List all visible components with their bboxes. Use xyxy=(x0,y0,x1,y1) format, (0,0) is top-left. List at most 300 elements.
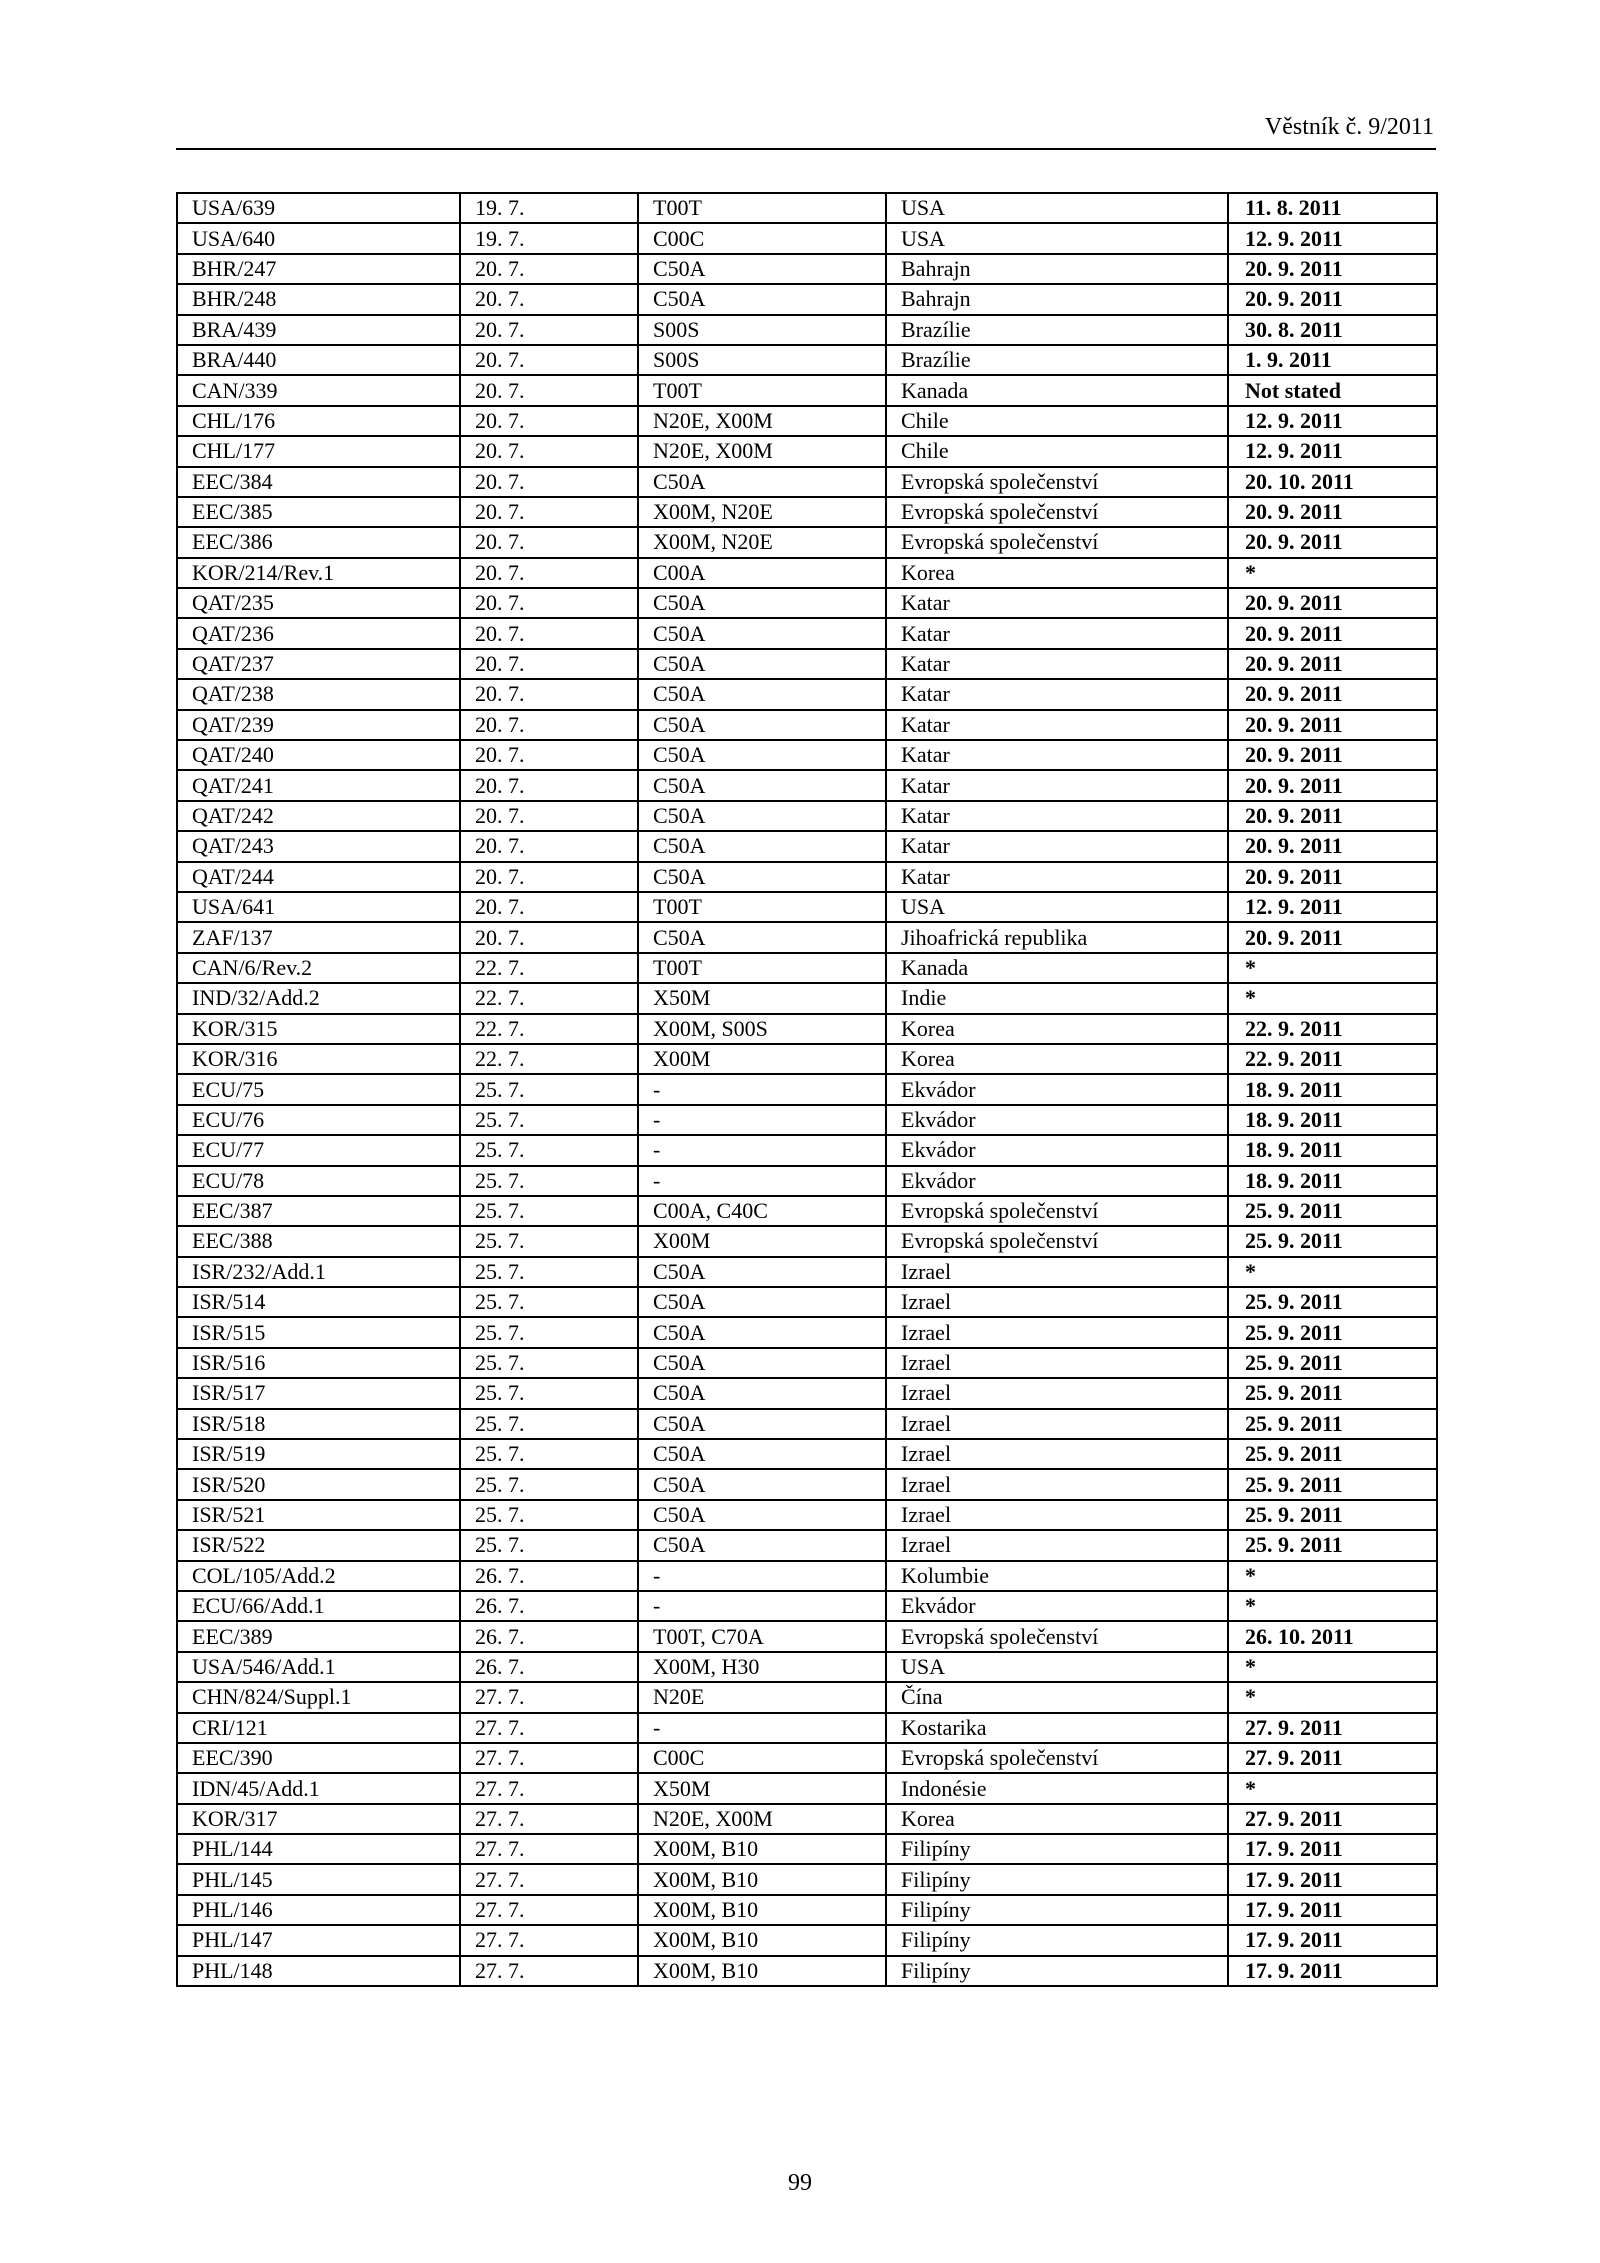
comment-deadline-cell: 25. 9. 2011 xyxy=(1228,1317,1437,1347)
comment-deadline-cell: * xyxy=(1228,1652,1437,1682)
comment-deadline-cell: 20. 9. 2011 xyxy=(1228,618,1437,648)
table-row xyxy=(177,1469,1437,1499)
document-symbol-cell: PHL/144 xyxy=(177,1834,460,1864)
document-symbol-cell: QAT/240 xyxy=(177,740,460,770)
ics-code-cell: C50A xyxy=(638,710,886,740)
table-row xyxy=(177,649,1437,679)
ics-code-cell: X00M xyxy=(638,1226,886,1256)
document-symbol-cell: IDN/45/Add.1 xyxy=(177,1773,460,1803)
comment-deadline-cell: 25. 9. 2011 xyxy=(1228,1196,1437,1226)
notification-date-cell: 27. 7. xyxy=(460,1834,638,1864)
table-row xyxy=(177,983,1437,1013)
comment-deadline-cell: 20. 9. 2011 xyxy=(1228,284,1437,314)
ics-code-cell: C50A xyxy=(638,1409,886,1439)
document-symbol-cell: ISR/515 xyxy=(177,1317,460,1347)
table-row xyxy=(177,284,1437,314)
notification-date-cell: 20. 7. xyxy=(460,497,638,527)
document-symbol-cell: KOR/315 xyxy=(177,1014,460,1044)
document-symbol-cell: BHR/248 xyxy=(177,284,460,314)
comment-deadline-cell: Not stated xyxy=(1228,375,1437,405)
comment-deadline-cell: * xyxy=(1228,1257,1437,1287)
table-row xyxy=(177,527,1437,557)
comment-deadline-cell: 17. 9. 2011 xyxy=(1228,1956,1437,1986)
table-row xyxy=(177,467,1437,497)
document-symbol-cell: CAN/6/Rev.2 xyxy=(177,953,460,983)
ics-code-cell: C50A xyxy=(638,801,886,831)
document-symbol-cell: CHL/177 xyxy=(177,436,460,466)
notification-date-cell: 25. 7. xyxy=(460,1348,638,1378)
member-country-cell: Chile xyxy=(886,406,1228,436)
ics-code-cell: C50A xyxy=(638,284,886,314)
member-country-cell: Kostarika xyxy=(886,1713,1228,1743)
document-symbol-cell: PHL/146 xyxy=(177,1895,460,1925)
notification-date-cell: 20. 7. xyxy=(460,345,638,375)
member-country-cell: Korea xyxy=(886,1044,1228,1074)
document-symbol-cell: ECU/66/Add.1 xyxy=(177,1591,460,1621)
comment-deadline-cell: 25. 9. 2011 xyxy=(1228,1348,1437,1378)
document-symbol-cell: CHL/176 xyxy=(177,406,460,436)
notification-date-cell: 25. 7. xyxy=(460,1135,638,1165)
member-country-cell: Kolumbie xyxy=(886,1561,1228,1591)
comment-deadline-cell: 20. 9. 2011 xyxy=(1228,710,1437,740)
comment-deadline-cell: 25. 9. 2011 xyxy=(1228,1530,1437,1560)
document-symbol-cell: ECU/78 xyxy=(177,1166,460,1196)
ics-code-cell: C50A xyxy=(638,1287,886,1317)
notification-date-cell: 26. 7. xyxy=(460,1591,638,1621)
table-row xyxy=(177,862,1437,892)
table-row xyxy=(177,710,1437,740)
notification-date-cell: 25. 7. xyxy=(460,1257,638,1287)
comment-deadline-cell: 20. 9. 2011 xyxy=(1228,770,1437,800)
page-number: 99 xyxy=(788,2170,812,2196)
table-row xyxy=(177,1895,1437,1925)
notification-date-cell: 25. 7. xyxy=(460,1530,638,1560)
member-country-cell: Katar xyxy=(886,679,1228,709)
comment-deadline-cell: 11. 8. 2011 xyxy=(1228,193,1437,223)
comment-deadline-cell: 22. 9. 2011 xyxy=(1228,1014,1437,1044)
comment-deadline-cell: 30. 8. 2011 xyxy=(1228,315,1437,345)
ics-code-cell: X00M, N20E xyxy=(638,497,886,527)
document-symbol-cell: QAT/236 xyxy=(177,618,460,648)
ics-code-cell: X00M, B10 xyxy=(638,1864,886,1894)
member-country-cell: Izrael xyxy=(886,1409,1228,1439)
table-body xyxy=(177,193,1437,1986)
table-row xyxy=(177,1925,1437,1955)
member-country-cell: Filipíny xyxy=(886,1864,1228,1894)
ics-code-cell: T00T, C70A xyxy=(638,1621,886,1651)
member-country-cell: Katar xyxy=(886,710,1228,740)
comment-deadline-cell: 27. 9. 2011 xyxy=(1228,1804,1437,1834)
table-row xyxy=(177,315,1437,345)
document-symbol-cell: QAT/244 xyxy=(177,862,460,892)
ics-code-cell: C50A xyxy=(638,1317,886,1347)
document-symbol-cell: ISR/232/Add.1 xyxy=(177,1257,460,1287)
notification-date-cell: 20. 7. xyxy=(460,406,638,436)
table-row xyxy=(177,892,1437,922)
member-country-cell: Korea xyxy=(886,558,1228,588)
document-symbol-cell: ISR/517 xyxy=(177,1378,460,1408)
document-symbol-cell: IND/32/Add.2 xyxy=(177,983,460,1013)
comment-deadline-cell: 27. 9. 2011 xyxy=(1228,1713,1437,1743)
document-symbol-cell: KOR/214/Rev.1 xyxy=(177,558,460,588)
ics-code-cell: - xyxy=(638,1561,886,1591)
notification-date-cell: 20. 7. xyxy=(460,710,638,740)
notification-date-cell: 20. 7. xyxy=(460,649,638,679)
ics-code-cell: X00M, S00S xyxy=(638,1014,886,1044)
member-country-cell: Filipíny xyxy=(886,1834,1228,1864)
notification-date-cell: 27. 7. xyxy=(460,1895,638,1925)
ics-code-cell: - xyxy=(638,1105,886,1135)
member-country-cell: Izrael xyxy=(886,1287,1228,1317)
table-row xyxy=(177,801,1437,831)
notification-date-cell: 20. 7. xyxy=(460,284,638,314)
notification-date-cell: 25. 7. xyxy=(460,1105,638,1135)
table-row xyxy=(177,1226,1437,1256)
ics-code-cell: S00S xyxy=(638,345,886,375)
member-country-cell: Evropská společenství xyxy=(886,527,1228,557)
comment-deadline-cell: 25. 9. 2011 xyxy=(1228,1287,1437,1317)
document-symbol-cell: QAT/239 xyxy=(177,710,460,740)
notification-date-cell: 25. 7. xyxy=(460,1226,638,1256)
comment-deadline-cell: 17. 9. 2011 xyxy=(1228,1834,1437,1864)
comment-deadline-cell: 18. 9. 2011 xyxy=(1228,1135,1437,1165)
document-symbol-cell: QAT/243 xyxy=(177,831,460,861)
member-country-cell: Ekvádor xyxy=(886,1591,1228,1621)
comment-deadline-cell: 20. 9. 2011 xyxy=(1228,588,1437,618)
table-row xyxy=(177,406,1437,436)
member-country-cell: Evropská společenství xyxy=(886,497,1228,527)
member-country-cell: Katar xyxy=(886,801,1228,831)
ics-code-cell: C00C xyxy=(638,1743,886,1773)
ics-code-cell: X50M xyxy=(638,1773,886,1803)
table-row xyxy=(177,1530,1437,1560)
member-country-cell: Filipíny xyxy=(886,1895,1228,1925)
member-country-cell: Jihoafrická republika xyxy=(886,922,1228,952)
ics-code-cell: X50M xyxy=(638,983,886,1013)
comment-deadline-cell: 20. 9. 2011 xyxy=(1228,254,1437,284)
document-symbol-cell: ISR/521 xyxy=(177,1500,460,1530)
comment-deadline-cell: 12. 9. 2011 xyxy=(1228,223,1437,253)
member-country-cell: Korea xyxy=(886,1014,1228,1044)
notification-date-cell: 25. 7. xyxy=(460,1469,638,1499)
ics-code-cell: - xyxy=(638,1074,886,1104)
ics-code-cell: C50A xyxy=(638,618,886,648)
notification-date-cell: 20. 7. xyxy=(460,254,638,284)
comment-deadline-cell: 20. 9. 2011 xyxy=(1228,527,1437,557)
table-row xyxy=(177,1166,1437,1196)
comment-deadline-cell: 25. 9. 2011 xyxy=(1228,1500,1437,1530)
ics-code-cell: - xyxy=(638,1166,886,1196)
table-row xyxy=(177,193,1437,223)
document-symbol-cell: ISR/519 xyxy=(177,1439,460,1469)
notification-date-cell: 25. 7. xyxy=(460,1500,638,1530)
comment-deadline-cell: * xyxy=(1228,1561,1437,1591)
table-row xyxy=(177,1074,1437,1104)
document-symbol-cell: ISR/522 xyxy=(177,1530,460,1560)
notification-date-cell: 25. 7. xyxy=(460,1196,638,1226)
notification-date-cell: 27. 7. xyxy=(460,1743,638,1773)
ics-code-cell: C50A xyxy=(638,467,886,497)
table-row xyxy=(177,1621,1437,1651)
document-symbol-cell: EEC/390 xyxy=(177,1743,460,1773)
document-symbol-cell: EEC/388 xyxy=(177,1226,460,1256)
comment-deadline-cell: * xyxy=(1228,983,1437,1013)
table-row xyxy=(177,1773,1437,1803)
comment-deadline-cell: 20. 9. 2011 xyxy=(1228,740,1437,770)
comment-deadline-cell: 18. 9. 2011 xyxy=(1228,1105,1437,1135)
comment-deadline-cell: 20. 10. 2011 xyxy=(1228,467,1437,497)
ics-code-cell: C00A, C40C xyxy=(638,1196,886,1226)
ics-code-cell: - xyxy=(638,1591,886,1621)
ics-code-cell: C50A xyxy=(638,649,886,679)
table-row xyxy=(177,1500,1437,1530)
member-country-cell: Korea xyxy=(886,1804,1228,1834)
member-country-cell: Evropská společenství xyxy=(886,1226,1228,1256)
table-row xyxy=(177,1439,1437,1469)
comment-deadline-cell: 25. 9. 2011 xyxy=(1228,1378,1437,1408)
notification-date-cell: 22. 7. xyxy=(460,1044,638,1074)
member-country-cell: Izrael xyxy=(886,1317,1228,1347)
notification-date-cell: 27. 7. xyxy=(460,1713,638,1743)
comment-deadline-cell: 20. 9. 2011 xyxy=(1228,922,1437,952)
table-row xyxy=(177,1287,1437,1317)
page-header xyxy=(176,110,1436,150)
table-row xyxy=(177,1682,1437,1712)
table-row xyxy=(177,254,1437,284)
notification-date-cell: 20. 7. xyxy=(460,558,638,588)
table-row xyxy=(177,618,1437,648)
member-country-cell: USA xyxy=(886,892,1228,922)
member-country-cell: Evropská společenství xyxy=(886,1196,1228,1226)
ics-code-cell: C50A xyxy=(638,1439,886,1469)
document-symbol-cell: EEC/385 xyxy=(177,497,460,527)
comment-deadline-cell: 20. 9. 2011 xyxy=(1228,801,1437,831)
ics-code-cell: X00M, B10 xyxy=(638,1834,886,1864)
document-symbol-cell: EEC/386 xyxy=(177,527,460,557)
ics-code-cell: T00T xyxy=(638,892,886,922)
ics-code-cell: C50A xyxy=(638,922,886,952)
table-row xyxy=(177,1743,1437,1773)
document-symbol-cell: EEC/387 xyxy=(177,1196,460,1226)
ics-code-cell: C50A xyxy=(638,679,886,709)
table-row xyxy=(177,436,1437,466)
table-row xyxy=(177,679,1437,709)
document-symbol-cell: QAT/241 xyxy=(177,770,460,800)
ics-code-cell: X00M, N20E xyxy=(638,527,886,557)
ics-code-cell: T00T xyxy=(638,953,886,983)
member-country-cell: Ekvádor xyxy=(886,1135,1228,1165)
table-row xyxy=(177,1804,1437,1834)
notification-date-cell: 20. 7. xyxy=(460,922,638,952)
document-symbol-cell: QAT/235 xyxy=(177,588,460,618)
notification-date-cell: 20. 7. xyxy=(460,588,638,618)
notification-date-cell: 20. 7. xyxy=(460,740,638,770)
comment-deadline-cell: 17. 9. 2011 xyxy=(1228,1864,1437,1894)
document-symbol-cell: USA/641 xyxy=(177,892,460,922)
document-symbol-cell: ISR/518 xyxy=(177,1409,460,1439)
document-symbol-cell: ZAF/137 xyxy=(177,922,460,952)
comment-deadline-cell: 25. 9. 2011 xyxy=(1228,1469,1437,1499)
notification-date-cell: 27. 7. xyxy=(460,1864,638,1894)
table-row xyxy=(177,1044,1437,1074)
table-row xyxy=(177,223,1437,253)
member-country-cell: Izrael xyxy=(886,1500,1228,1530)
document-symbol-cell: QAT/237 xyxy=(177,649,460,679)
member-country-cell: Čína xyxy=(886,1682,1228,1712)
member-country-cell: Izrael xyxy=(886,1530,1228,1560)
document-symbol-cell: KOR/316 xyxy=(177,1044,460,1074)
comment-deadline-cell: 20. 9. 2011 xyxy=(1228,862,1437,892)
member-country-cell: Izrael xyxy=(886,1378,1228,1408)
notification-date-cell: 26. 7. xyxy=(460,1561,638,1591)
notification-date-cell: 27. 7. xyxy=(460,1925,638,1955)
ics-code-cell: - xyxy=(638,1713,886,1743)
comment-deadline-cell: 17. 9. 2011 xyxy=(1228,1895,1437,1925)
ics-code-cell: X00M, B10 xyxy=(638,1895,886,1925)
comment-deadline-cell: * xyxy=(1228,558,1437,588)
notification-date-cell: 20. 7. xyxy=(460,831,638,861)
comment-deadline-cell: 18. 9. 2011 xyxy=(1228,1166,1437,1196)
ics-code-cell: - xyxy=(638,1135,886,1165)
member-country-cell: Bahrajn xyxy=(886,284,1228,314)
document-symbol-cell: ECU/76 xyxy=(177,1105,460,1135)
notification-date-cell: 27. 7. xyxy=(460,1804,638,1834)
member-country-cell: Brazílie xyxy=(886,345,1228,375)
table-row xyxy=(177,831,1437,861)
table-row xyxy=(177,1014,1437,1044)
member-country-cell: Izrael xyxy=(886,1439,1228,1469)
notification-date-cell: 27. 7. xyxy=(460,1682,638,1712)
table-row xyxy=(177,1378,1437,1408)
ics-code-cell: C00A xyxy=(638,558,886,588)
table-row xyxy=(177,1105,1437,1135)
ics-code-cell: C50A xyxy=(638,770,886,800)
member-country-cell: Katar xyxy=(886,618,1228,648)
document-symbol-cell: BRA/440 xyxy=(177,345,460,375)
comment-deadline-cell: 27. 9. 2011 xyxy=(1228,1743,1437,1773)
document-symbol-cell: ECU/75 xyxy=(177,1074,460,1104)
document-symbol-cell: KOR/317 xyxy=(177,1804,460,1834)
comment-deadline-cell: 12. 9. 2011 xyxy=(1228,436,1437,466)
notification-date-cell: 20. 7. xyxy=(460,892,638,922)
table-row xyxy=(177,1561,1437,1591)
member-country-cell: Ekvádor xyxy=(886,1105,1228,1135)
ics-code-cell: X00M, H30 xyxy=(638,1652,886,1682)
member-country-cell: Izrael xyxy=(886,1257,1228,1287)
member-country-cell: USA xyxy=(886,1652,1228,1682)
table-row xyxy=(177,375,1437,405)
comment-deadline-cell: * xyxy=(1228,1682,1437,1712)
notification-date-cell: 22. 7. xyxy=(460,983,638,1013)
table-row xyxy=(177,558,1437,588)
ics-code-cell: N20E xyxy=(638,1682,886,1712)
member-country-cell: Indonésie xyxy=(886,1773,1228,1803)
notification-date-cell: 20. 7. xyxy=(460,527,638,557)
comment-deadline-cell: 20. 9. 2011 xyxy=(1228,679,1437,709)
table-row xyxy=(177,1196,1437,1226)
notification-date-cell: 25. 7. xyxy=(460,1074,638,1104)
document-symbol-cell: PHL/147 xyxy=(177,1925,460,1955)
notification-date-cell: 25. 7. xyxy=(460,1378,638,1408)
ics-code-cell: C50A xyxy=(638,1257,886,1287)
member-country-cell: Izrael xyxy=(886,1348,1228,1378)
table-row xyxy=(177,345,1437,375)
notification-date-cell: 27. 7. xyxy=(460,1773,638,1803)
member-country-cell: Kanada xyxy=(886,953,1228,983)
table-row xyxy=(177,953,1437,983)
ics-code-cell: T00T xyxy=(638,375,886,405)
member-country-cell: Katar xyxy=(886,588,1228,618)
comment-deadline-cell: 25. 9. 2011 xyxy=(1228,1439,1437,1469)
member-country-cell: USA xyxy=(886,223,1228,253)
document-symbol-cell: USA/639 xyxy=(177,193,460,223)
member-country-cell: Katar xyxy=(886,831,1228,861)
notification-date-cell: 25. 7. xyxy=(460,1287,638,1317)
comment-deadline-cell: 1. 9. 2011 xyxy=(1228,345,1437,375)
ics-code-cell: X00M, B10 xyxy=(638,1925,886,1955)
notification-date-cell: 25. 7. xyxy=(460,1317,638,1347)
notification-date-cell: 25. 7. xyxy=(460,1166,638,1196)
notification-date-cell: 20. 7. xyxy=(460,436,638,466)
notification-date-cell: 20. 7. xyxy=(460,467,638,497)
ics-code-cell: T00T xyxy=(638,193,886,223)
ics-code-cell: X00M xyxy=(638,1044,886,1074)
document-symbol-cell: PHL/145 xyxy=(177,1864,460,1894)
table-row xyxy=(177,1348,1437,1378)
ics-code-cell: C50A xyxy=(638,831,886,861)
notification-date-cell: 19. 7. xyxy=(460,223,638,253)
document-symbol-cell: COL/105/Add.2 xyxy=(177,1561,460,1591)
comment-deadline-cell: 12. 9. 2011 xyxy=(1228,892,1437,922)
table-row xyxy=(177,1652,1437,1682)
notification-date-cell: 19. 7. xyxy=(460,193,638,223)
notification-date-cell: 26. 7. xyxy=(460,1621,638,1651)
document-symbol-cell: ISR/520 xyxy=(177,1469,460,1499)
document-symbol-cell: QAT/238 xyxy=(177,679,460,709)
member-country-cell: Brazílie xyxy=(886,315,1228,345)
comment-deadline-cell: 18. 9. 2011 xyxy=(1228,1074,1437,1104)
notification-date-cell: 20. 7. xyxy=(460,862,638,892)
notification-date-cell: 22. 7. xyxy=(460,1014,638,1044)
ics-code-cell: C50A xyxy=(638,588,886,618)
ics-code-cell: X00M, B10 xyxy=(638,1956,886,1986)
member-country-cell: Katar xyxy=(886,862,1228,892)
ics-code-cell: N20E, X00M xyxy=(638,1804,886,1834)
document-symbol-cell: PHL/148 xyxy=(177,1956,460,1986)
table-row xyxy=(177,1864,1437,1894)
table-row xyxy=(177,1257,1437,1287)
notification-date-cell: 27. 7. xyxy=(460,1956,638,1986)
document-symbol-cell: CHN/824/Suppl.1 xyxy=(177,1682,460,1712)
notification-date-cell: 25. 7. xyxy=(460,1439,638,1469)
comment-deadline-cell: 22. 9. 2011 xyxy=(1228,1044,1437,1074)
member-country-cell: Kanada xyxy=(886,375,1228,405)
notification-date-cell: 20. 7. xyxy=(460,801,638,831)
notification-date-cell: 20. 7. xyxy=(460,315,638,345)
table-row xyxy=(177,588,1437,618)
notification-date-cell: 26. 7. xyxy=(460,1652,638,1682)
notification-date-cell: 20. 7. xyxy=(460,618,638,648)
notification-table xyxy=(176,192,1438,1987)
ics-code-cell: C50A xyxy=(638,254,886,284)
table-row xyxy=(177,1713,1437,1743)
member-country-cell: Katar xyxy=(886,649,1228,679)
document-symbol-cell: BHR/247 xyxy=(177,254,460,284)
ics-code-cell: N20E, X00M xyxy=(638,406,886,436)
comment-deadline-cell: 26. 10. 2011 xyxy=(1228,1621,1437,1651)
notification-date-cell: 20. 7. xyxy=(460,375,638,405)
member-country-cell: Indie xyxy=(886,983,1228,1013)
